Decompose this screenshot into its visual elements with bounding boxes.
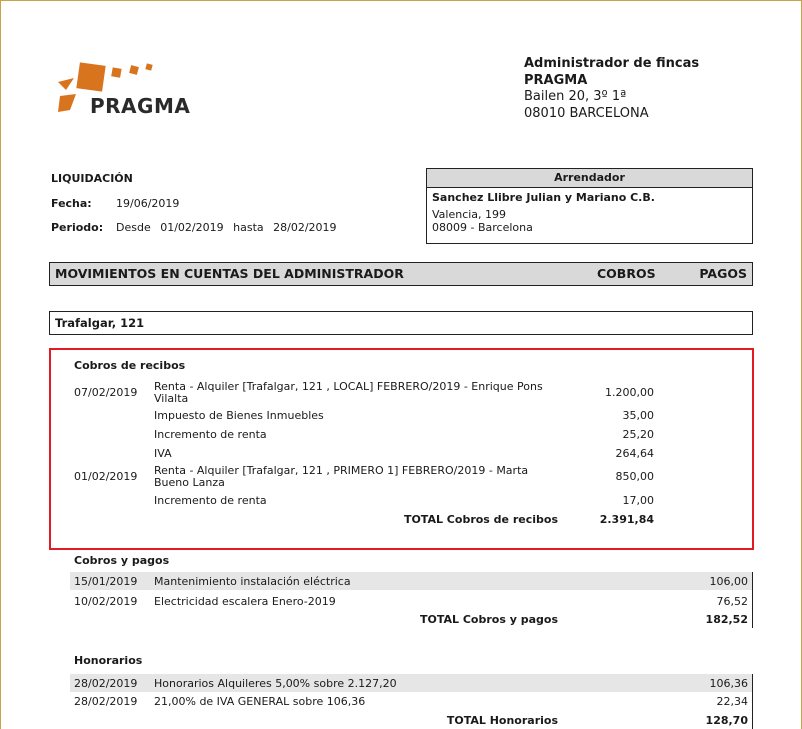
- arrendador-address: Valencia, 199: [432, 208, 507, 221]
- movimientos-title: MOVIMIENTOS EN CUENTAS DEL ADMINISTRADOR: [55, 266, 404, 281]
- movimiento-desc: Electricidad escalera Enero-2019: [154, 595, 336, 608]
- recibo-amount: 25,20: [622, 428, 654, 441]
- recibo-amount: 17,00: [622, 494, 654, 507]
- cobros-recibos-total: 2.391,84: [599, 513, 654, 526]
- fecha-row: [51, 197, 179, 210]
- desde-value: 01/02/2019: [160, 221, 224, 234]
- honorarios-total: 128,70: [705, 714, 748, 727]
- periodo-label: Periodo:: [51, 221, 104, 234]
- recibo-desc: IVA: [154, 447, 172, 460]
- recibo-desc: Impuesto de Bienes Inmuebles: [154, 409, 324, 422]
- arrendador-box: [426, 168, 753, 244]
- movimiento-date: 10/02/2019: [74, 595, 138, 608]
- liquidacion-title: LIQUIDACIÓN: [51, 172, 133, 185]
- arrendador-city: 08009 - Barcelona: [432, 221, 533, 234]
- honorario-desc: 21,00% de IVA GENERAL sobre 106,36: [154, 695, 366, 708]
- movimiento-amount: 76,52: [716, 595, 748, 608]
- recibo-amount: 264,64: [615, 447, 654, 460]
- honorario-date: 28/02/2019: [74, 677, 138, 690]
- hasta-value: 28/02/2019: [273, 221, 337, 234]
- honorarios-total-label: TOTAL Honorarios: [446, 714, 558, 727]
- admin-name: PRAGMA: [524, 72, 588, 88]
- cobros-pagos-total: 182,52: [705, 613, 748, 626]
- recibo-amount: 850,00: [615, 470, 654, 483]
- cobros-recibos-title: Cobros de recibos: [74, 359, 186, 372]
- honorario-amount: 106,36: [709, 677, 748, 690]
- honorario-amount: 22,34: [716, 695, 748, 708]
- recibo-amount: 35,00: [622, 409, 654, 422]
- hasta-label: hasta: [233, 221, 264, 234]
- fecha-value: 19/06/2019: [116, 197, 180, 210]
- honorarios-title: Honorarios: [74, 654, 143, 667]
- honorario-date: 28/02/2019: [74, 695, 138, 708]
- movimiento-date: 15/01/2019: [74, 575, 138, 588]
- movimiento-amount: 106,00: [709, 575, 748, 588]
- honorario-desc: Honorarios Alquileres 5,00% sobre 2.127,20: [154, 677, 397, 690]
- recibo-desc-cont: Bueno Lanza: [154, 476, 225, 489]
- recibo-desc: Incremento de renta: [154, 428, 267, 441]
- arrendador-header: Arrendador: [427, 169, 752, 188]
- administrator-block: [524, 56, 699, 122]
- recibo-desc: Renta - Alquiler [Trafalgar, 121 , PRIMERO 1] FEBRERO/2019 - Marta: [154, 464, 529, 477]
- admin-city: 08010 BARCELONA: [524, 105, 649, 121]
- pagos-column-header: PAGOS: [699, 266, 747, 281]
- cobros-column-header: COBROS: [597, 266, 656, 281]
- pagos-column-rule: [752, 572, 753, 628]
- recibo-date: 01/02/2019: [74, 470, 138, 483]
- cobros-recibos-total-label: TOTAL Cobros de recibos: [403, 513, 558, 526]
- recibo-desc-cont: Vilalta: [154, 392, 189, 405]
- movimientos-header: [49, 262, 753, 286]
- recibo-desc: Renta - Alquiler [Trafalgar, 121 , LOCAL] FEBRERO/2019 - Enrique Pons: [154, 380, 543, 393]
- admin-title: Administrador de fincas: [524, 56, 700, 71]
- cobros-pagos-total-label: TOTAL Cobros y pagos: [420, 613, 558, 626]
- logo-wordmark: PRAGMA: [90, 94, 191, 118]
- movimiento-desc: Mantenimiento instalación eléctrica: [154, 575, 351, 588]
- desde-label: Desde: [116, 221, 151, 234]
- fecha-label: Fecha:: [51, 197, 92, 210]
- recibo-desc: Incremento de renta: [154, 494, 267, 507]
- arrendador-name: Sanchez Llibre Julian y Mariano C.B.: [432, 191, 655, 204]
- property-header: Trafalgar, 121: [49, 311, 753, 335]
- pagos-column-rule: [752, 674, 753, 729]
- recibo-date: 07/02/2019: [74, 386, 138, 399]
- periodo-row: [51, 221, 337, 234]
- admin-address: Bailen 20, 3º 1ª: [524, 89, 627, 104]
- recibo-amount: 1.200,00: [605, 386, 654, 399]
- cobros-pagos-title: Cobros y pagos: [74, 554, 170, 567]
